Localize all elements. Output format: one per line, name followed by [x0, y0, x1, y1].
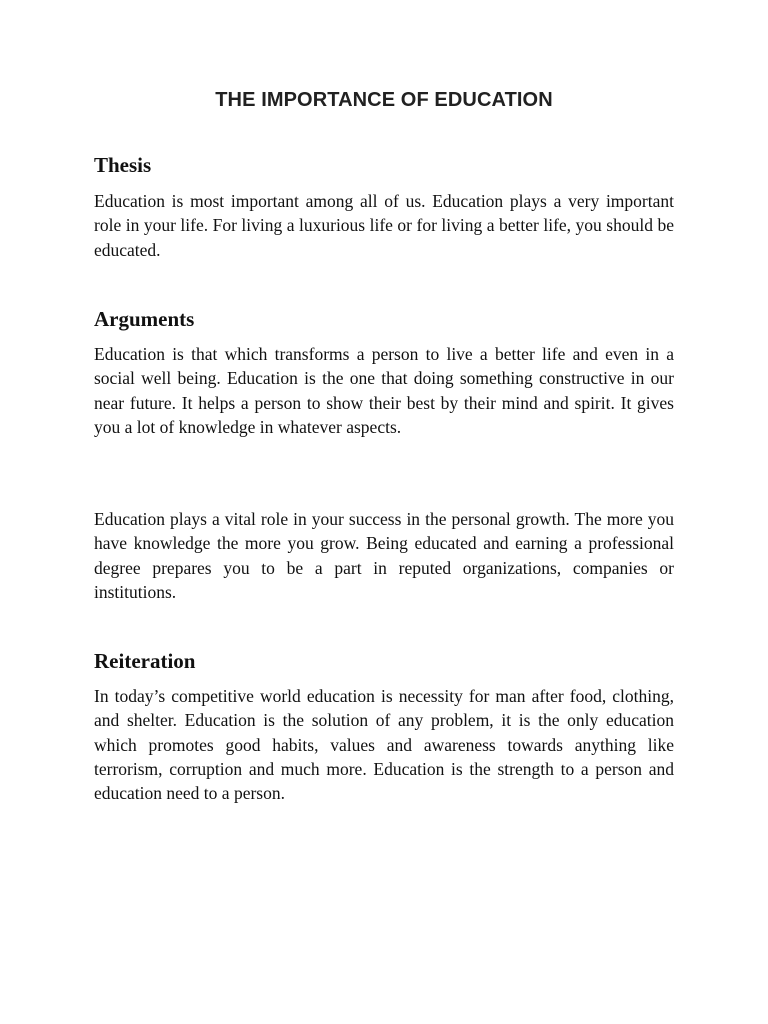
arguments-paragraph-1: Education is that which transforms a person to live a better life and even in a social well being. Education is the one that doing something constructive in our near future. It helps a person to show their best by their mind and spirit. It gives you a lot of knowledge in whatever aspects. [94, 344, 674, 437]
section-heading-thesis: Thesis [94, 153, 152, 177]
arguments-paragraph-2: Education plays a vital role in your success in the personal growth. The more you have knowledge the more you grow. Being educated and earning a professional degree prepares you to be a part in reputed organizations, companies or institutions. [94, 509, 674, 602]
thesis-paragraph: Education is most important among all of us. Education plays a very important role in your life. For living a luxurious life or for living a better life, you should be educated. [94, 191, 674, 260]
section-heading-reiteration: Reiteration [94, 649, 196, 673]
document-title: THE IMPORTANCE OF EDUCATION [215, 89, 553, 111]
reiteration-paragraph: In today’s competitive world education is necessity for man after food, clothing, and shelter. Education is the solution of any problem, it is the only education which promotes good habits, values and awareness towards anything like terrorism, corruption and much more. Education is the strength to a person and education need to a person. [94, 686, 674, 804]
section-heading-arguments: Arguments [94, 307, 195, 331]
